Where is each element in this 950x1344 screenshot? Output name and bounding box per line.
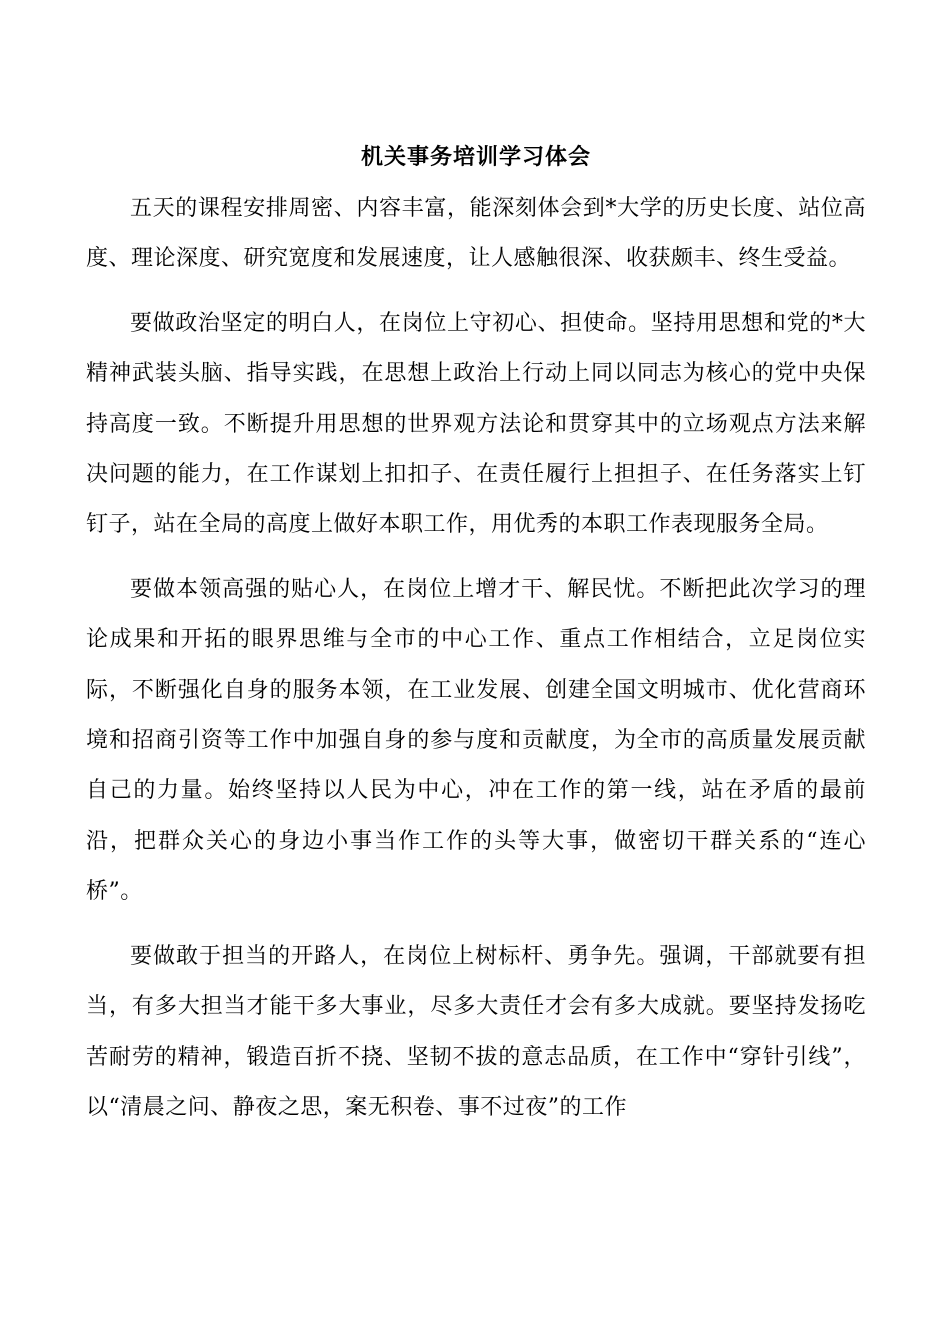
document-title: 机关事务培训学习体会 (360, 144, 591, 170)
paragraph-2: 要做政治坚定的明白人，在岗位上守初心、担使命。坚持用思想和党的*大精神武装头脑、指导实践，在思想上政治上行动上同以同志为核心的党中央保持高度一致。不断提升用思想的世界观方法论和贯穿其中的立场观点方法来解决问题的能力，在工作谋划上扣扣子、在责任履行上担担子、在任务落实上钉钉子，站在全局的高度上做好本职工作，用优秀的本职工作表现服务全局。 (86, 310, 866, 538)
document-page (86, 138, 866, 1147)
paragraph-3: 要做本领高强的贴心人，在岗位上增才干、解民忧。不断把此次学习的理论成果和开拓的眼界思维与全市的中心工作、重点工作相结合，立足岗位实际，不断强化自身的服务本领，在工业发展、创建全国文明城市、优化营商环境和招商引资等工作中加强自身的参与度和贡献度，为全市的高质量发展贡献自己的力量。始终坚持以人民为中心，冲在工作的第一线，站在矛盾的最前沿，把群众关心的身边小事当作工作的头等大事，做密切干群关系的“连心桥”。 (86, 576, 866, 905)
paragraph-1: 五天的课程安排周密、内容丰富，能深刻体会到*大学的历史长度、站位高度、理论深度、研究宽度和发展速度，让人感触很深、收获颇丰、终生受益。 (86, 196, 866, 272)
paragraph-4: 要做敢于担当的开路人，在岗位上树标杆、勇争先。强调，干部就要有担当，有多大担当才能干多大事业，尽多大责任才会有多大成就。要坚持发扬吃苦耐劳的精神，锻造百折不挠、坚韧不拔的意志品质，在工作中“穿针引线”，以“清晨之问、静夜之思，案无积卷、事不过夜”的工作 (86, 943, 866, 1120)
